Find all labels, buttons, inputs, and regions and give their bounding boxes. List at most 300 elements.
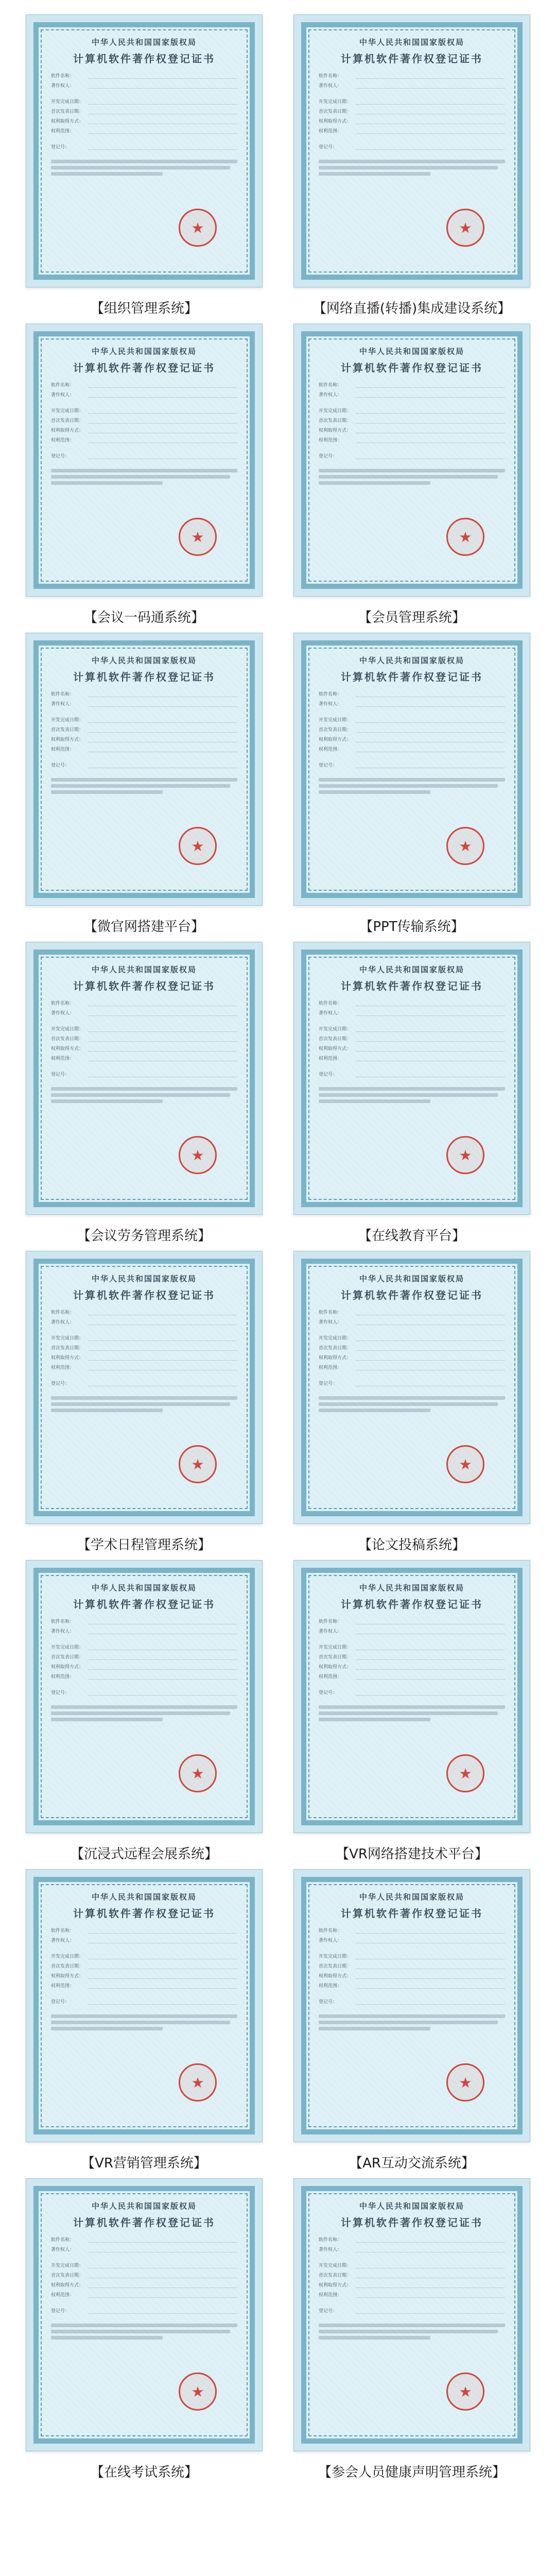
certificate-fields (51, 71, 237, 151)
certificate-field-row (51, 1053, 237, 1063)
certificate-field-value (88, 736, 237, 742)
certificate-card (21, 633, 268, 942)
certificate-field-label: 权利取得方式： (51, 119, 84, 124)
certificate-field-value (88, 1628, 237, 1634)
certificate-field-value (356, 1654, 505, 1660)
certificate-field-row (51, 80, 237, 90)
certificate-field-row (51, 2290, 237, 2299)
certificate-field-value (356, 1973, 505, 1979)
certificate-fields (319, 998, 505, 1079)
certificate-field-value (356, 118, 505, 124)
certificate-fields (51, 380, 237, 461)
certificate-statement (319, 1705, 505, 1721)
certificate-field-row (51, 380, 237, 389)
certificate-field-row (51, 405, 237, 415)
certificate-field-label: 软件名称： (51, 383, 75, 388)
certificate-field-value (356, 746, 505, 752)
certificate-field-label: 著作权人： (319, 83, 342, 89)
certificate-agency: 中华人民共和国国家版权局 (91, 965, 197, 974)
certificate-field-value (356, 2292, 505, 2298)
certificate-statement (51, 778, 237, 794)
certificate-field-label: 登记号： (319, 145, 338, 150)
certificate-field-row (319, 1008, 505, 1018)
certificate-field-row (319, 1362, 505, 1372)
certificate-field-row (319, 380, 505, 389)
certificate-field-row (319, 1626, 505, 1636)
certificate-image (26, 324, 263, 597)
certificate-field-value (88, 1309, 237, 1315)
certificate-field-label: 登记号： (51, 454, 70, 459)
certificate-field-label: 开发完成日期： (319, 99, 352, 105)
certificate-field-row (51, 2244, 237, 2254)
certificate-field-value (356, 1953, 505, 1959)
certificate-field-row (51, 2270, 237, 2280)
certificate-field-value (356, 2272, 505, 2278)
certificate-field-row (51, 1971, 237, 1980)
certificate-field-row (51, 1024, 237, 1033)
certificate-body (51, 37, 237, 269)
certificate-field-value (356, 1644, 505, 1650)
certificate-field-value (88, 108, 237, 114)
certificate-field-value (356, 1673, 505, 1680)
official-seal-icon: ★ (179, 2063, 217, 2102)
certificate-field-value (88, 427, 237, 433)
certificate-field-label: 著作权人： (319, 393, 342, 398)
certificate-field-label: 软件名称： (319, 1619, 342, 1624)
certificate-agency: 中华人民共和国国家版权局 (359, 656, 464, 665)
certificate-field-label: 软件名称： (319, 1310, 342, 1315)
certificate-field-label: 权利范围： (319, 1365, 342, 1370)
certificate-field-row (51, 1671, 237, 1681)
certificate-field-value (356, 82, 505, 89)
certificate-image (26, 2178, 263, 2451)
certificate-field-row (319, 2306, 505, 2315)
certificate-field-label: 登记号： (51, 1072, 70, 1077)
certificate-field-value (88, 128, 237, 134)
official-seal-icon: ★ (179, 1754, 217, 1792)
certificate-field-value (356, 1927, 505, 1934)
certificate-field-label: 首次发表日期： (319, 2273, 352, 2278)
certificate-grid (21, 14, 535, 2487)
certificate-body (51, 1582, 237, 1815)
certificate-field-value (356, 2236, 505, 2243)
certificate-statement (319, 2014, 505, 2030)
certificate-field-label: 著作权人： (51, 1320, 75, 1325)
certificate-field-value (88, 2262, 237, 2268)
certificate-statement (319, 160, 505, 176)
certificate-fields (319, 71, 505, 151)
certificate-field-label: 首次发表日期： (319, 727, 352, 733)
certificate-field-label: 登记号： (51, 1999, 70, 2005)
certificate-caption: 【网络直播(转播)集成建设系统】 (312, 301, 511, 316)
certificate-agency: 中华人民共和国国家版权局 (91, 347, 197, 356)
certificate-field-label: 权利取得方式： (51, 2283, 84, 2288)
certificate-field-label: 登记号： (319, 763, 338, 768)
certificate-field-row (51, 1343, 237, 1352)
certificate-field-label: 开发完成日期： (319, 1954, 352, 1959)
certificate-field-row (319, 71, 505, 80)
certificate-field-value (88, 2282, 237, 2288)
certificate-body (51, 1891, 237, 2124)
certificate-field-label: 权利范围： (51, 1984, 75, 1989)
certificate-field-row (51, 106, 237, 116)
certificate-fields (319, 1925, 505, 2006)
certificate-field-value (88, 746, 237, 752)
certificate-field-label: 著作权人： (51, 1011, 75, 1016)
certificate-agency: 中华人民共和国国家版权局 (359, 38, 464, 47)
certificate-field-label: 开发完成日期： (319, 2263, 352, 2268)
certificate-field-row (319, 1317, 505, 1327)
certificate-field-value (88, 1982, 237, 1989)
certificate-field-row (51, 1008, 237, 1018)
certificate-title: 计算机软件著作权登记证书 (73, 1289, 215, 1301)
certificate-body (319, 964, 505, 1197)
certificate-field-row (51, 2260, 237, 2270)
certificate-field-row (51, 744, 237, 754)
certificate-field-value (88, 1654, 237, 1660)
certificate-image (26, 633, 263, 906)
certificate-field-row (51, 699, 237, 708)
certificate-field-row (319, 405, 505, 415)
certificate-field-label: 首次发表日期： (51, 1037, 84, 1042)
certificate-field-value (356, 382, 505, 388)
certificate-field-label: 软件名称： (51, 1310, 75, 1315)
certificate-caption: 【会议劳务管理系统】 (77, 1228, 211, 1244)
certificate-field-row (51, 998, 237, 1008)
certificate-field-value (88, 1927, 237, 1934)
certificate-field-label: 权利取得方式： (319, 2283, 352, 2288)
certificate-fields (319, 1616, 505, 1697)
certificate-field-row (51, 1378, 237, 1388)
certificate-field-row (51, 1317, 237, 1327)
certificate-field-value (356, 1026, 505, 1032)
certificate-field-value (88, 1998, 237, 2005)
certificate-title: 计算机软件著作权登记证书 (341, 671, 483, 683)
certificate-body (51, 1273, 237, 1506)
certificate-field-row (319, 689, 505, 699)
certificate-caption: 【会议一码通系统】 (83, 610, 204, 625)
certificate-caption: 【在线教育平台】 (358, 1228, 465, 1244)
certificate-caption: 【AR互动交流系统】 (349, 2156, 475, 2171)
certificate-field-value (88, 98, 237, 105)
certificate-field-value (356, 1998, 505, 2005)
certificate-field-row (319, 1925, 505, 1935)
certificate-field-label: 首次发表日期： (319, 418, 352, 423)
certificate-field-row (319, 1352, 505, 1362)
certificate-body (319, 1891, 505, 2124)
certificate-field-value (356, 701, 505, 707)
certificate-title: 计算机软件著作权登记证书 (341, 2216, 483, 2229)
certificate-field-value (356, 1982, 505, 1989)
certificate-field-label: 软件名称： (51, 1928, 75, 1934)
certificate-field-row (319, 80, 505, 90)
certificate-field-value (88, 701, 237, 707)
certificate-agency: 中华人民共和国国家版权局 (91, 2201, 197, 2211)
certificate-field-row (319, 1343, 505, 1352)
certificate-field-row (319, 389, 505, 399)
certificate-field-label: 软件名称： (319, 2238, 342, 2243)
certificate-field-label: 权利范围： (319, 2293, 342, 2298)
certificate-field-label: 权利范围： (51, 1056, 75, 1061)
certificate-image (26, 14, 263, 287)
certificate-field-label: 软件名称： (319, 692, 342, 697)
certificate-field-row (319, 1378, 505, 1388)
certificate-card (288, 1251, 535, 1560)
certificate-field-row (319, 724, 505, 734)
certificate-field-value (356, 408, 505, 414)
certificate-field-value (88, 726, 237, 733)
certificate-field-label: 首次发表日期： (51, 1655, 84, 1660)
certificate-field-label: 软件名称： (51, 692, 75, 697)
certificate-field-row (319, 142, 505, 151)
certificate-field-value (356, 1010, 505, 1016)
certificate-field-value (88, 1673, 237, 1680)
certificate-field-row (51, 1069, 237, 1079)
certificate-field-value (88, 762, 237, 768)
certificate-field-value (356, 1055, 505, 1061)
certificate-agency: 中华人民共和国国家版权局 (359, 347, 464, 356)
certificate-field-label: 权利取得方式： (319, 119, 352, 124)
certificate-field-label: 首次发表日期： (51, 727, 84, 733)
certificate-field-label: 著作权人： (51, 2247, 75, 2252)
certificate-field-value (356, 1618, 505, 1624)
certificate-field-value (88, 1354, 237, 1361)
certificate-field-value (356, 2246, 505, 2252)
certificate-field-label: 权利范围： (51, 747, 75, 752)
certificate-field-value (356, 144, 505, 150)
certificate-field-row (319, 1996, 505, 2006)
certificate-fields (319, 380, 505, 461)
certificate-field-row (319, 116, 505, 126)
certificate-title: 计算机软件著作权登记证书 (341, 1907, 483, 1920)
certificate-caption: 【VR网络搭建技术平台】 (336, 1846, 488, 1862)
certificate-field-label: 首次发表日期： (319, 1037, 352, 1042)
certificate-field-label: 软件名称： (51, 74, 75, 79)
certificate-field-value (356, 1345, 505, 1351)
certificate-image (293, 324, 530, 597)
certificate-fields (51, 1616, 237, 1697)
certificate-field-value (356, 437, 505, 443)
certificate-field-value (356, 1036, 505, 1042)
certificate-image (293, 633, 530, 906)
certificate-field-value (88, 1345, 237, 1351)
certificate-field-value (88, 1055, 237, 1061)
certificate-field-label: 权利取得方式： (319, 428, 352, 433)
certificate-field-value (88, 118, 237, 124)
certificate-field-label: 权利范围： (51, 438, 75, 443)
certificate-field-value (356, 1664, 505, 1670)
certificate-title: 计算机软件著作权登记证书 (73, 2216, 215, 2229)
certificate-field-value (356, 736, 505, 742)
certificate-field-label: 权利范围： (319, 129, 342, 134)
certificate-field-value (356, 1071, 505, 1077)
certificate-field-value (356, 1319, 505, 1325)
certificate-field-value (88, 382, 237, 388)
certificate-fields (319, 2234, 505, 2315)
certificate-field-row (51, 2234, 237, 2244)
certificate-field-value (88, 1026, 237, 1032)
certificate-field-row (51, 1642, 237, 1652)
official-seal-icon: ★ (446, 2372, 484, 2411)
certificate-field-row (319, 1935, 505, 1945)
certificate-field-label: 登记号： (319, 1999, 338, 2005)
certificate-field-value (88, 2292, 237, 2298)
certificate-image (293, 1869, 530, 2142)
certificate-field-value (356, 1380, 505, 1386)
certificate-field-row (319, 1687, 505, 1697)
certificate-field-row (319, 435, 505, 445)
certificate-field-label: 软件名称： (51, 1001, 75, 1006)
certificate-field-label: 软件名称： (51, 2238, 75, 2243)
certificate-field-label: 权利范围： (51, 2293, 75, 2298)
certificate-title: 计算机软件著作权登记证书 (341, 980, 483, 992)
certificate-field-row (319, 2280, 505, 2290)
official-seal-icon: ★ (179, 827, 217, 865)
certificate-field-value (88, 2308, 237, 2314)
certificate-field-label: 登记号： (319, 2309, 338, 2314)
certificate-field-row (51, 760, 237, 770)
certificate-field-row (51, 1362, 237, 1372)
certificate-field-row (319, 96, 505, 106)
certificate-agency: 中华人民共和国国家版权局 (359, 1583, 464, 1592)
certificate-field-value (88, 1319, 237, 1325)
certificate-image (293, 942, 530, 1215)
official-seal-icon: ★ (446, 2063, 484, 2102)
certificate-card (288, 942, 535, 1251)
certificate-field-row (51, 1996, 237, 2006)
certificate-field-label: 登记号： (319, 454, 338, 459)
official-seal-icon: ★ (179, 1136, 217, 1174)
certificate-field-row (51, 1626, 237, 1636)
certificate-field-row (319, 106, 505, 116)
certificate-field-label: 开发完成日期： (51, 1027, 84, 1032)
certificate-fields (51, 1307, 237, 1388)
certificate-field-row (51, 1033, 237, 1043)
certificate-image (293, 14, 530, 287)
certificate-field-label: 开发完成日期： (51, 2263, 84, 2268)
certificate-field-row (319, 2260, 505, 2270)
certificate-field-row (51, 116, 237, 126)
certificate-field-row (51, 1935, 237, 1945)
certificate-field-label: 权利取得方式： (319, 1665, 352, 1670)
certificate-field-value (356, 1689, 505, 1696)
certificate-field-label: 登记号： (51, 2309, 70, 2314)
certificate-field-row (51, 1333, 237, 1343)
certificate-image (26, 942, 263, 1215)
certificate-title: 计算机软件著作权登记证书 (341, 1289, 483, 1301)
certificate-card (288, 633, 535, 942)
certificate-card (288, 1869, 535, 2178)
certificate-field-value (356, 1628, 505, 1634)
certificate-field-label: 权利范围： (51, 1365, 75, 1370)
certificate-field-label: 软件名称： (319, 74, 342, 79)
certificate-title: 计算机软件著作权登记证书 (73, 671, 215, 683)
certificate-field-label: 权利取得方式： (51, 737, 84, 742)
certificate-field-label: 登记号： (51, 1381, 70, 1386)
certificate-body (319, 1273, 505, 1506)
certificate-field-row (319, 1642, 505, 1652)
certificate-statement (51, 160, 237, 176)
certificate-field-label: 首次发表日期： (51, 1964, 84, 1969)
certificate-statement (51, 1396, 237, 1412)
certificate-caption: 【沉浸式远程会展系统】 (70, 1846, 218, 1862)
certificate-statement (319, 469, 505, 485)
certificate-agency: 中华人民共和国国家版权局 (359, 1892, 464, 1902)
certificate-field-label: 著作权人： (51, 83, 75, 89)
certificate-field-label: 权利范围： (51, 129, 75, 134)
certificate-field-row (319, 715, 505, 724)
certificate-field-row (319, 1053, 505, 1063)
certificate-card (21, 2178, 268, 2487)
certificate-field-row (319, 1980, 505, 1990)
certificate-field-value (356, 1045, 505, 1052)
certificate-agency: 中华人民共和国国家版权局 (359, 2201, 464, 2211)
certificate-field-label: 权利取得方式： (51, 1355, 84, 1361)
certificate-field-row (51, 96, 237, 106)
certificate-field-value (356, 1000, 505, 1006)
certificate-body (51, 2200, 237, 2433)
certificate-field-label: 开发完成日期： (319, 718, 352, 723)
certificate-field-value (356, 128, 505, 134)
certificate-field-label: 登记号： (51, 145, 70, 150)
certificate-card (288, 14, 535, 324)
certificate-title: 计算机软件著作权登记证书 (73, 362, 215, 374)
certificate-body (319, 346, 505, 579)
certificate-field-label: 软件名称： (319, 1001, 342, 1006)
certificate-field-row (51, 425, 237, 435)
official-seal-icon: ★ (179, 2372, 217, 2411)
certificate-image (26, 1869, 263, 2142)
certificate-field-row (51, 715, 237, 724)
certificate-field-value (356, 2308, 505, 2314)
certificate-field-label: 著作权人： (51, 702, 75, 707)
certificate-body (319, 655, 505, 888)
certificate-field-value (88, 73, 237, 79)
certificate-caption: 【会员管理系统】 (358, 610, 465, 625)
official-seal-icon: ★ (446, 1445, 484, 1483)
certificate-field-label: 开发完成日期： (319, 1336, 352, 1341)
certificate-field-value (88, 1618, 237, 1624)
certificate-body (319, 37, 505, 269)
certificate-statement (51, 2014, 237, 2030)
certificate-field-label: 权利取得方式： (319, 1046, 352, 1052)
certificate-field-label: 权利范围： (319, 1984, 342, 1989)
certificate-field-value (88, 1036, 237, 1042)
certificate-caption: 【在线考试系统】 (90, 2465, 198, 2480)
certificate-caption: 【PPT传输系统】 (359, 919, 464, 935)
certificate-field-label: 著作权人： (51, 393, 75, 398)
certificate-field-row (319, 2244, 505, 2254)
certificate-field-row (319, 1043, 505, 1053)
certificate-field-label: 著作权人： (51, 1938, 75, 1943)
certificate-fields (319, 689, 505, 770)
certificate-title: 计算机软件著作权登记证书 (73, 1907, 215, 1920)
certificate-title: 计算机软件著作权登记证书 (73, 53, 215, 65)
certificate-field-label: 权利范围： (51, 1674, 75, 1680)
certificate-field-row (319, 1069, 505, 1079)
certificate-field-label: 著作权人： (319, 2247, 342, 2252)
official-seal-icon: ★ (446, 209, 484, 247)
certificate-statement (319, 1396, 505, 1412)
official-seal-icon: ★ (446, 827, 484, 865)
certificate-statement (319, 1087, 505, 1103)
certificate-field-row (51, 1307, 237, 1317)
certificate-field-value (356, 717, 505, 723)
certificate-field-label: 登记号： (319, 1690, 338, 1696)
certificate-field-label: 权利取得方式： (51, 1974, 84, 1979)
certificate-field-value (88, 2236, 237, 2243)
certificate-card (288, 1560, 535, 1869)
